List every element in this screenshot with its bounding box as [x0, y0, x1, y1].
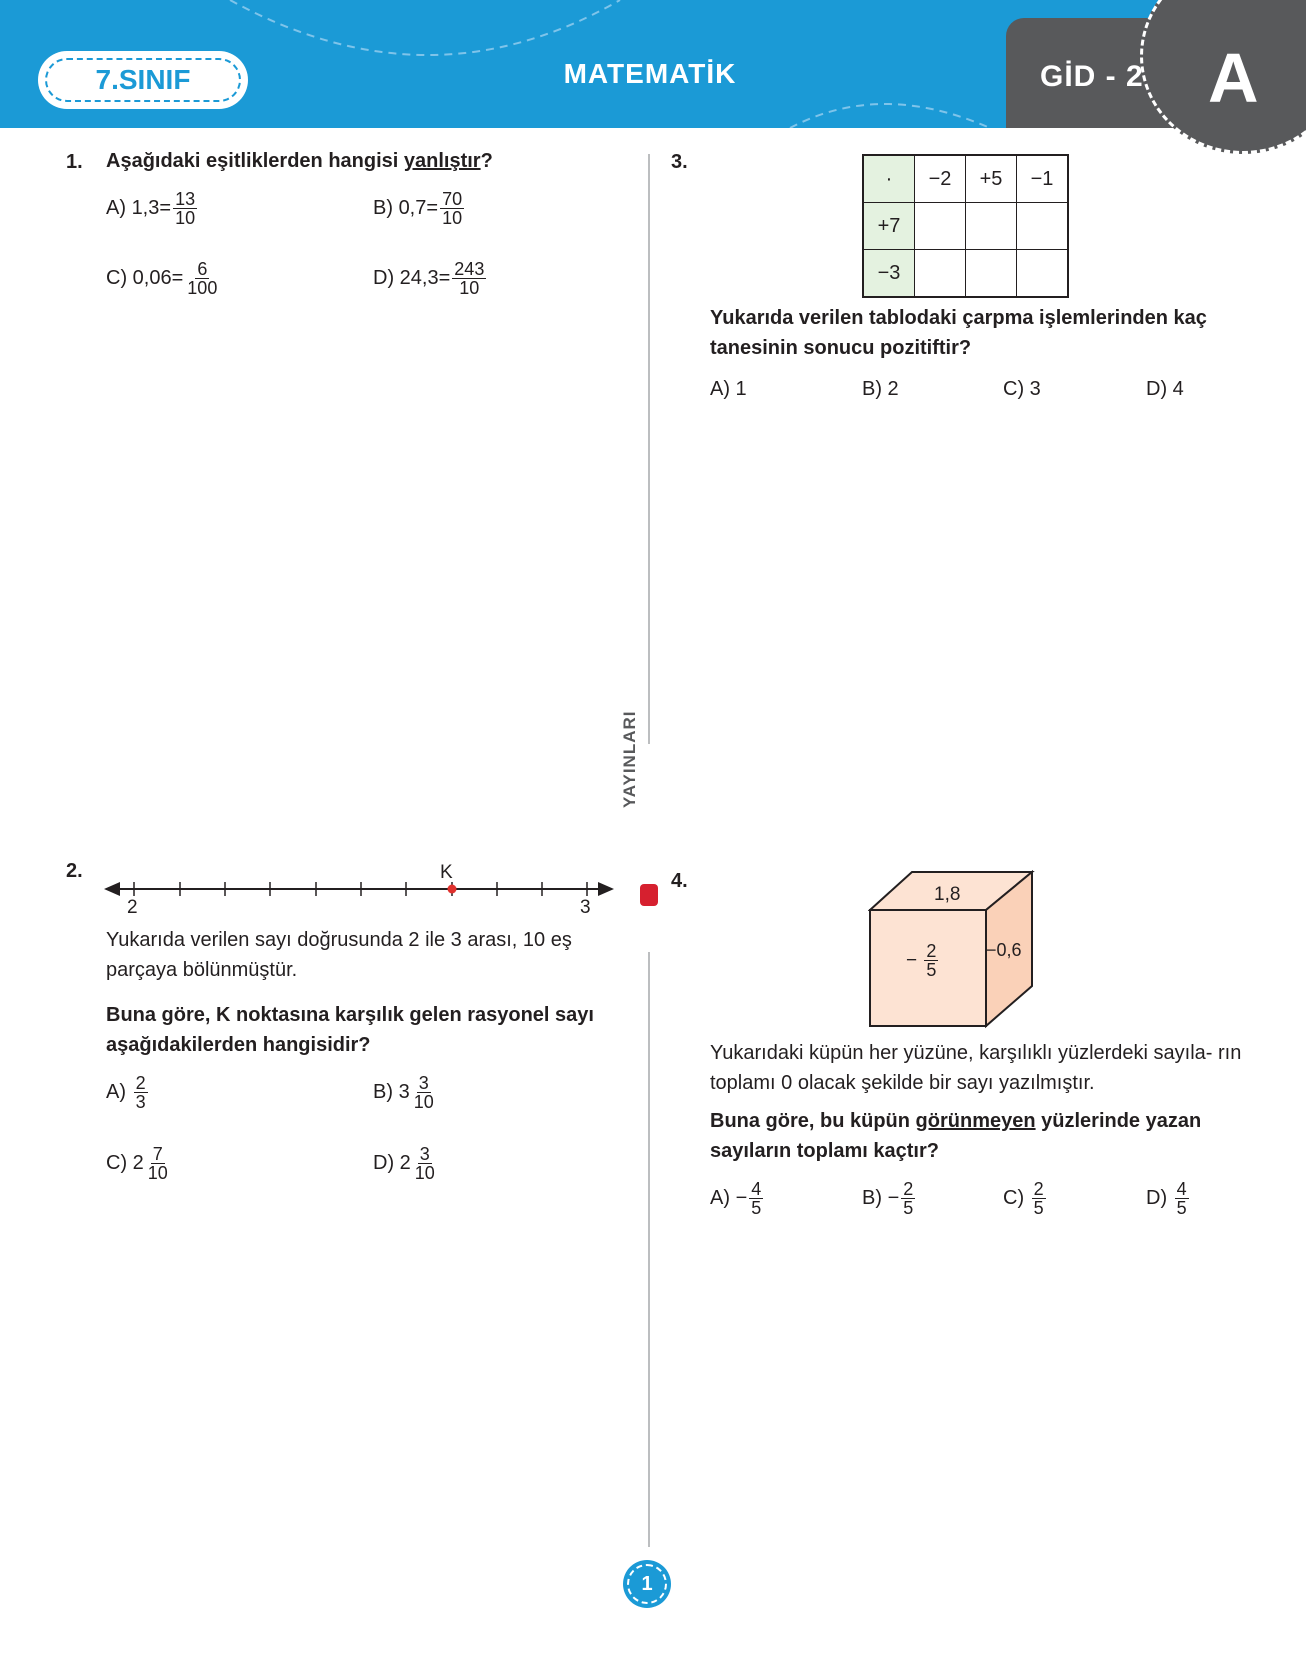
- option-lhs: 0,06: [132, 267, 172, 289]
- question-3-number: 3.: [671, 151, 688, 173]
- option-label: C): [106, 1152, 128, 1174]
- booklet-letter: A: [1208, 39, 1259, 117]
- fraction: $\frac{4}{5}$: [1176, 1179, 1187, 1218]
- fraction: $\frac{2}{5}$: [1033, 1179, 1044, 1218]
- q2-option-a[interactable]: [106, 1074, 148, 1111]
- q3-option-b[interactable]: B) 2: [862, 378, 899, 400]
- column-divider-top: [648, 154, 650, 744]
- q3-option-c[interactable]: C) 3: [1003, 378, 1041, 400]
- page-number: [623, 1560, 671, 1608]
- table-cell: [915, 250, 966, 298]
- column-divider-bottom: [648, 952, 650, 1547]
- cube-top-value: 1,8: [934, 884, 961, 905]
- option-lhs: 0,7: [398, 197, 427, 219]
- question-1-stem-end: ?: [480, 150, 493, 172]
- table-row-header: +7: [863, 203, 915, 250]
- q4-option-c[interactable]: C) $\frac{2}{5}$: [1003, 1179, 1044, 1218]
- fraction: $\frac{70}{10}$: [442, 189, 463, 228]
- table-corner: ·: [863, 155, 915, 203]
- q2-option-b[interactable]: B) 3 $\frac{3}{10}$: [373, 1073, 434, 1112]
- page-number-text: 1: [641, 1573, 653, 1595]
- q3-option-d[interactable]: D) 4: [1146, 378, 1184, 400]
- table-col-header: +5: [966, 155, 1017, 203]
- cube-right-value: −0,6: [986, 940, 1022, 960]
- question-4-number: 4.: [671, 870, 688, 892]
- option-label: A): [106, 1081, 126, 1103]
- test-code: GİD - 2: [1040, 60, 1144, 93]
- question-1-stem-underlined: yanlıştır: [403, 150, 481, 172]
- q4-option-b[interactable]: B) − $\frac{2}{5}$: [862, 1179, 914, 1218]
- question-4-info: Yukarıdaki küpün her yüzüne, karşılıklı yüzlerdeki sayıla- rın toplamı 0 olacak şekilde bir sayı yazılmıştır.: [710, 1042, 1242, 1094]
- option-lhs: 1,3: [131, 197, 160, 219]
- option-label: D): [373, 1152, 395, 1174]
- table-cell: [1017, 250, 1069, 298]
- table-row-header: −3: [863, 250, 915, 298]
- option-label: D): [373, 267, 395, 289]
- number-line-end: 3: [580, 897, 591, 918]
- q2-option-c[interactable]: C) 2 $\frac{7}{10}$: [106, 1144, 168, 1183]
- fraction: $\frac{243}{10}$: [454, 259, 485, 298]
- question-1-number: 1.: [66, 151, 83, 173]
- number-line: [100, 866, 620, 926]
- fraction: $\frac{3}{10}$: [414, 1144, 435, 1183]
- table-cell: [966, 203, 1017, 250]
- question-2-info: Yukarıda verilen sayı doğrusunda 2 ile 3 arası, 10 eş parçaya bölünmüştür.: [106, 929, 572, 981]
- fraction: $\frac{2}{5}$: [903, 1179, 914, 1218]
- q1-option-a[interactable]: A) 1,3 = $\frac{13}{10}$: [106, 189, 196, 228]
- fraction: $\frac{3}{10}$: [413, 1073, 434, 1112]
- q4-option-a[interactable]: A) − $\frac{4}{5}$: [710, 1179, 762, 1218]
- question-1-stem-start: Aşağıdaki eşitliklerden hangisi: [106, 150, 404, 172]
- option-label: C): [106, 267, 128, 289]
- option-label: A): [106, 197, 126, 219]
- q2-option-d[interactable]: D) 2 $\frac{3}{10}$: [373, 1144, 435, 1183]
- question-4-question: Buna göre, bu küpün görünmeyen yüzlerinde yazan sayıların toplamı kaçtır?: [710, 1110, 1202, 1162]
- option-label: B): [373, 1081, 393, 1103]
- question-2-number: 2.: [66, 860, 83, 882]
- grade-badge: [40, 53, 246, 107]
- question-3-question: Yukarıda verilen tablodaki çarpma işlemlerinden kaç tanesinin sonucu pozitiftir?: [710, 307, 1207, 359]
- q3-option-a[interactable]: A) 1: [710, 378, 747, 400]
- table-col-header: −1: [1017, 155, 1069, 203]
- q1-option-d[interactable]: D) 24,3 = $\frac{243}{10}$: [373, 259, 485, 298]
- grade-label: 7.SINIF: [95, 64, 191, 95]
- table-col-header: −2: [915, 155, 966, 203]
- fraction: $\frac{2}{5}$: [926, 941, 937, 980]
- point-k-label: K: [440, 862, 453, 883]
- option-lhs: 24,3: [399, 267, 439, 289]
- option-label: B): [373, 197, 393, 219]
- publisher-logo-icon: [640, 884, 658, 906]
- fraction: $\frac{2}{3}$: [135, 1073, 146, 1112]
- multiplication-table: [862, 154, 1069, 298]
- table-cell: [915, 203, 966, 250]
- q1-option-b[interactable]: B) 0,7 = $\frac{70}{10}$: [373, 189, 463, 228]
- question-1-stem: [106, 146, 493, 176]
- number-line-start: 2: [127, 897, 138, 918]
- q1-option-c[interactable]: C) 0,06 = $\frac{6}{100}$: [106, 259, 218, 298]
- fraction: $\frac{4}{5}$: [751, 1179, 762, 1218]
- fraction: $\frac{13}{10}$: [175, 189, 196, 228]
- publisher-name: YAYINLARI: [620, 710, 639, 808]
- fraction: $\frac{6}{100}$: [187, 259, 218, 298]
- table-cell: [1017, 203, 1069, 250]
- point-k-marker: [448, 885, 457, 894]
- subject-title: MATEMATİK: [563, 58, 737, 89]
- cube-front-value: − $\frac{2}{5}$: [906, 941, 937, 980]
- table-cell: [966, 250, 1017, 298]
- q4-option-d[interactable]: D) $\frac{4}{5}$: [1146, 1179, 1187, 1218]
- fraction: $\frac{7}{10}$: [147, 1144, 168, 1183]
- question-2-question: Buna göre, K noktasına karşılık gelen rasyonel sayı aşağıdakilerden hangisidir?: [106, 1004, 594, 1056]
